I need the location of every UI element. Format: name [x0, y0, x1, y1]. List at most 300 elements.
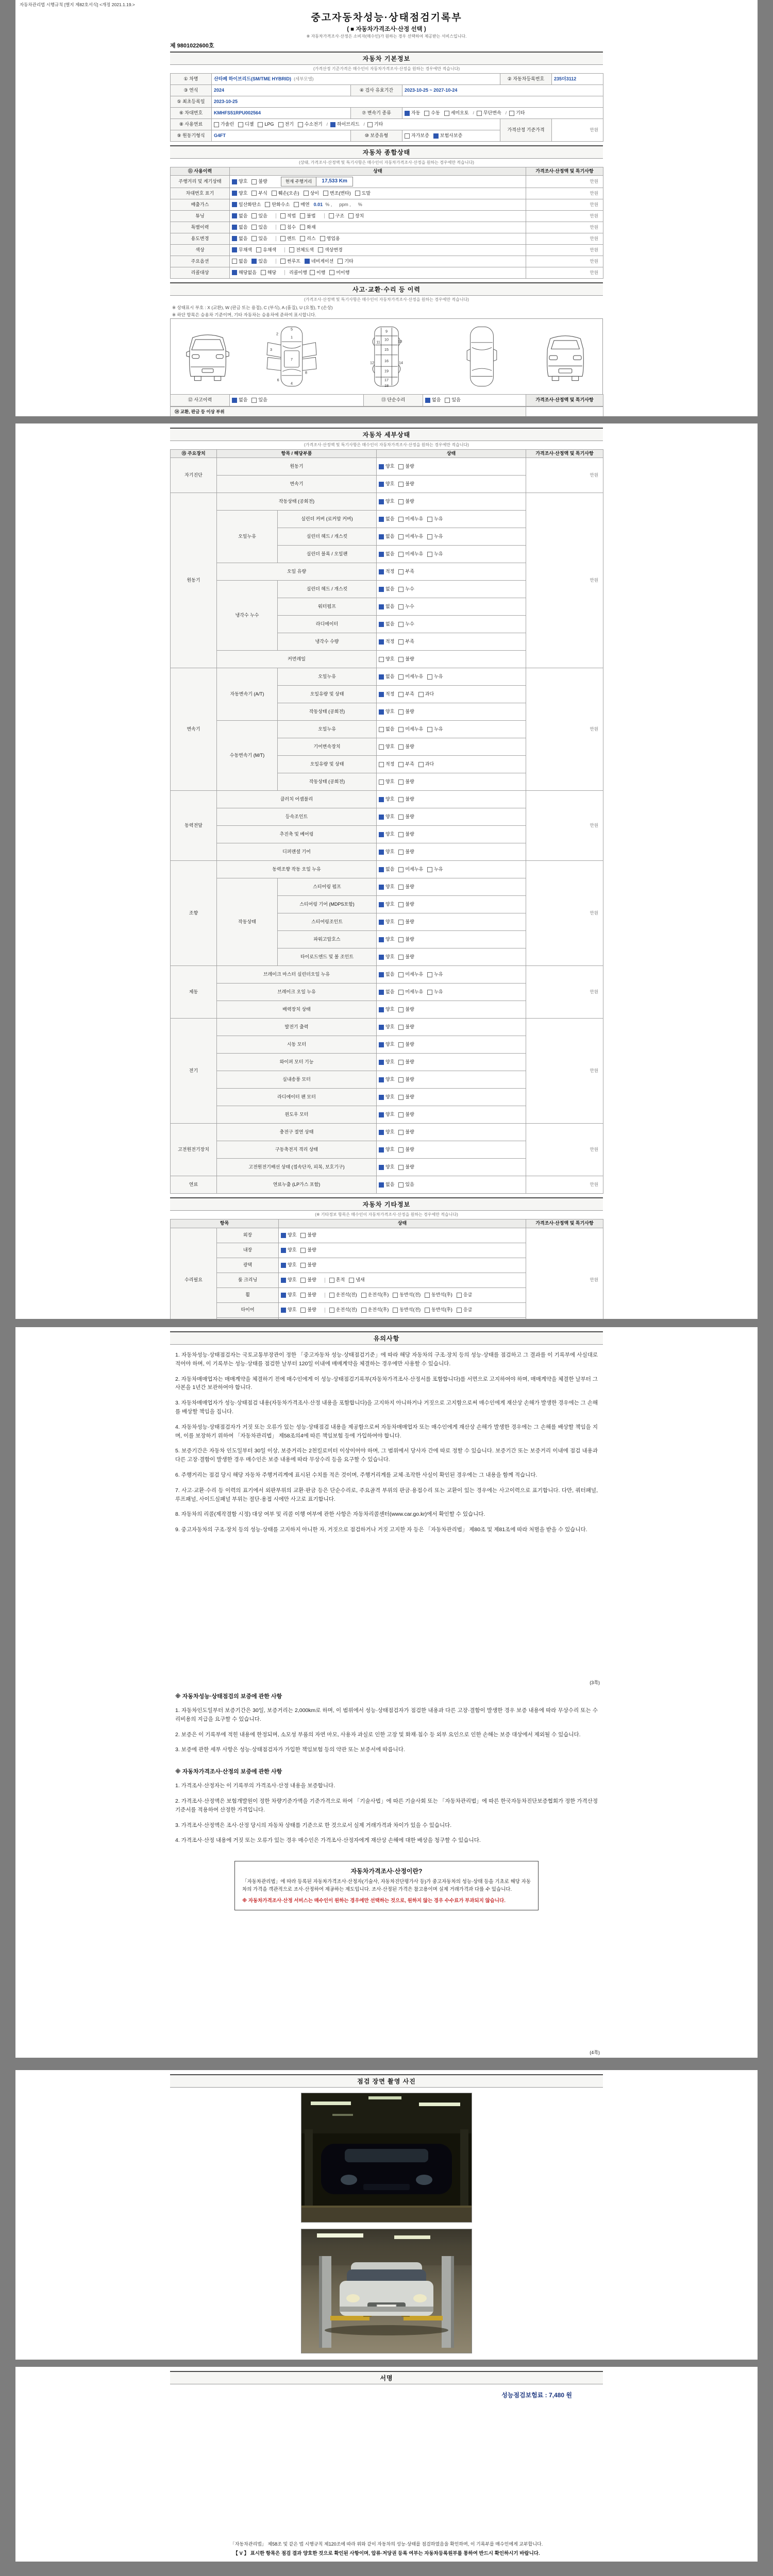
- checkbox-양호[interactable]: [232, 179, 247, 184]
- checkbox-불량[interactable]: [398, 937, 414, 942]
- checkbox-양호[interactable]: [379, 1094, 394, 1100]
- checkbox-양호[interactable]: [281, 1232, 296, 1238]
- checkbox-양호[interactable]: [379, 1042, 394, 1047]
- checkbox-누유[interactable]: [427, 551, 443, 557]
- checkbox-있음[interactable]: [398, 1182, 414, 1188]
- checkbox-box: [398, 622, 404, 627]
- checkbox-이행[interactable]: [310, 270, 325, 276]
- value-cell: [377, 703, 526, 721]
- checkbox-미세누유[interactable]: [398, 551, 423, 557]
- checkbox-양호[interactable]: [379, 1007, 394, 1012]
- notice-item: 6. 주행거리는 점검 당시 해당 자동차 주행거리계에 표시된 수치를 적은 것이며, 주행거리계를 교체·조작한 사실이 확인된 경우에는 그 내용을 함께 적습니다.: [175, 1471, 537, 1478]
- checkbox-양호[interactable]: [379, 796, 394, 802]
- checkbox-미세누유[interactable]: [398, 674, 423, 680]
- checkbox-없음[interactable]: [379, 867, 394, 872]
- checkbox-적정[interactable]: [379, 691, 394, 697]
- checkbox-box: [379, 1112, 384, 1117]
- checkbox-운전석(후)[interactable]: [361, 1292, 389, 1298]
- checkbox-label: 누유: [434, 534, 443, 539]
- text: 만원: [590, 472, 599, 478]
- label-cell: 연료: [171, 1176, 217, 1194]
- checkbox-리스[interactable]: [300, 236, 315, 242]
- checkbox-없음[interactable]: [232, 397, 247, 403]
- checkbox-label: 부족: [405, 691, 414, 697]
- label-cell: ⑤ 최초등록일: [171, 96, 212, 108]
- checkbox-운전석(후)[interactable]: [361, 1307, 389, 1313]
- checkbox-있음[interactable]: [251, 225, 267, 230]
- text: 2023-10-25: [214, 98, 238, 104]
- checkbox-양호[interactable]: [281, 1262, 296, 1268]
- section-photos-header: 점검 장면 촬영 사진: [170, 2074, 603, 2088]
- checkbox-불량[interactable]: [398, 1024, 414, 1030]
- checkbox-label: 해당: [267, 269, 277, 275]
- checkbox-box: [280, 259, 285, 264]
- checkbox-양호[interactable]: [379, 954, 394, 960]
- checkbox-box: [379, 692, 384, 697]
- checkbox-없음[interactable]: [379, 534, 394, 539]
- checkbox-box: [258, 122, 263, 127]
- checkbox-label: 운전석(전): [335, 1307, 357, 1312]
- label-cell: ④ 검사 유효기간: [351, 85, 402, 96]
- text: ppm ,: [334, 201, 351, 207]
- checkbox-없음[interactable]: [379, 674, 394, 680]
- checkbox-누유[interactable]: [427, 867, 443, 872]
- checkbox-과다[interactable]: [418, 761, 434, 767]
- checkbox-box: [398, 920, 404, 925]
- label-cell: 와이퍼 모터 기능: [217, 1054, 377, 1071]
- checkbox-양호[interactable]: [379, 1059, 394, 1065]
- checkbox-불량[interactable]: [398, 1129, 414, 1135]
- checkbox-해당없음[interactable]: [232, 270, 257, 276]
- label-cell: 냉각수 누수: [217, 581, 278, 651]
- checkbox-없음[interactable]: [379, 1182, 394, 1188]
- checkbox-양호[interactable]: [379, 481, 394, 487]
- checkbox-응급[interactable]: [457, 1292, 472, 1298]
- checkbox-label: 동반석(후): [431, 1292, 452, 1297]
- odometer-value: 17,533 Km: [322, 178, 347, 184]
- checkbox-불량[interactable]: [398, 832, 414, 837]
- value-cell: [377, 528, 526, 546]
- table-row: [171, 199, 603, 210]
- checkbox-부족[interactable]: [398, 691, 414, 697]
- checkbox-기타[interactable]: [367, 122, 383, 127]
- checkbox-동반석(전)[interactable]: [393, 1307, 421, 1313]
- checkbox-box: [398, 744, 404, 750]
- checkbox-렌트[interactable]: [280, 236, 296, 242]
- checkbox-있음[interactable]: [251, 213, 267, 219]
- checkbox-없음[interactable]: [379, 972, 394, 977]
- value-cell: [212, 85, 351, 96]
- checkbox-box: [349, 1278, 354, 1283]
- checkbox-썬루프[interactable]: [280, 259, 300, 264]
- label-cell: ⑨ 원동기형식: [171, 130, 212, 142]
- checkbox-불량[interactable]: [300, 1247, 316, 1253]
- checkbox-label: 누유: [434, 674, 443, 680]
- checkbox-색상변경[interactable]: [318, 247, 343, 253]
- checkbox-불법[interactable]: [300, 213, 315, 219]
- value-cell: [230, 267, 526, 278]
- checkbox-양호[interactable]: [379, 656, 394, 662]
- form-reference: 자동차관리법 시행규칙 [별지 제82호서식] <개정 2021.1.19.>: [20, 2, 135, 7]
- value-cell: [377, 791, 526, 808]
- checkbox-동반석(후)[interactable]: [425, 1307, 452, 1313]
- checkbox-일산화탄소[interactable]: [232, 202, 261, 208]
- label-cell: 내장: [217, 1243, 279, 1258]
- text: 2024: [214, 87, 225, 93]
- checkbox-구조[interactable]: [329, 213, 344, 219]
- checkbox-box: [398, 990, 404, 995]
- checkbox-장치[interactable]: [348, 213, 364, 219]
- checkbox-동반석(전)[interactable]: [393, 1292, 421, 1298]
- text: (세부모델): [294, 76, 314, 81]
- checkbox-불량[interactable]: [300, 1232, 316, 1238]
- checkbox-하이브리드[interactable]: [330, 122, 359, 127]
- checkbox-변조(변타)[interactable]: [323, 191, 351, 196]
- notice-item: 2. 가격조사·산정액은 보험개발원이 정한 차량기준가액을 기준가격으로 하여 「기술사법」에 따른 기술사회 또는 「자동차관리법」에 따른 한국자동차진단보증협회가 정한 가격산정 기준서를 적용하여 산정한 가격입니다.: [175, 1798, 598, 1813]
- checkbox-불량[interactable]: [398, 1007, 414, 1012]
- checkbox-box: [444, 111, 449, 116]
- value-cell: [377, 756, 526, 773]
- checkbox-box: [379, 1007, 384, 1012]
- checkbox-불량[interactable]: [398, 919, 414, 925]
- checkbox-label: 훼손(오손): [278, 190, 299, 196]
- checkbox-누유[interactable]: [427, 516, 443, 522]
- checkbox-미세누유[interactable]: [398, 867, 423, 872]
- checkbox-box: [398, 972, 404, 977]
- checkbox-label: 없음: [385, 551, 395, 557]
- checkbox-미이행[interactable]: [329, 270, 349, 276]
- table-row: [171, 176, 603, 188]
- checkbox-없음[interactable]: [232, 213, 247, 219]
- checkbox-양호[interactable]: [379, 1147, 394, 1153]
- header-cell: 항목 / 해당부품: [217, 450, 377, 458]
- checkbox-적법[interactable]: [280, 213, 296, 219]
- checkbox-양호[interactable]: [281, 1307, 296, 1313]
- value-cell: [212, 74, 500, 85]
- label-cell: 실내송풍 모터: [217, 1071, 377, 1089]
- checkbox-box: [398, 727, 404, 732]
- checkbox-label: 양호: [385, 656, 395, 662]
- checkbox-box: [379, 727, 384, 732]
- inspection-photo-1: [301, 2093, 472, 2223]
- checkbox-양호[interactable]: [379, 464, 394, 469]
- checkbox-label: 세미오토: [450, 110, 469, 115]
- checkbox-label: 양호: [288, 1247, 297, 1252]
- checkbox-미세누유[interactable]: [398, 726, 423, 732]
- checkbox-누유[interactable]: [427, 972, 443, 977]
- value-cell: [377, 1106, 526, 1124]
- checkbox-label: 흔적: [335, 1277, 345, 1282]
- checkbox-양호[interactable]: [281, 1277, 296, 1283]
- checkbox-box: [361, 1308, 366, 1313]
- checkbox-box: [281, 1233, 286, 1238]
- checkbox-부족[interactable]: [398, 761, 414, 767]
- checkbox-불량[interactable]: [398, 1164, 414, 1170]
- checkbox-해당[interactable]: [261, 270, 276, 276]
- checkbox-label: 없음: [385, 989, 395, 995]
- checkbox-전기[interactable]: [278, 122, 294, 127]
- checkbox-불량[interactable]: [398, 464, 414, 469]
- label-cell: 파워고압호스: [278, 931, 377, 948]
- checkbox-수동[interactable]: [424, 110, 440, 116]
- checkbox-불량[interactable]: [300, 1292, 316, 1298]
- checkbox-있음[interactable]: [251, 236, 267, 242]
- text: 만원: [590, 190, 598, 196]
- label-cell: 클러치 어셈블리: [217, 791, 377, 808]
- checkbox-화재[interactable]: [300, 225, 315, 230]
- checkbox-양호[interactable]: [379, 884, 394, 890]
- checkbox-양호[interactable]: [379, 1164, 394, 1170]
- checkbox-불량[interactable]: [398, 744, 414, 750]
- checkbox-부식[interactable]: [251, 191, 267, 196]
- checkbox-label: 없음: [385, 604, 395, 609]
- checkbox-미세누유[interactable]: [398, 516, 423, 522]
- info-box-warning: ※ 자동차가격조사·산정 서비스는 매수인이 원하는 경우에만 선택하는 것으로, 원하지 않는 경우 수수료가 부과되지 않습니다.: [242, 1897, 506, 1904]
- checkbox-불량[interactable]: [398, 499, 414, 504]
- text: /: [473, 110, 474, 115]
- checkbox-label: 미세누유: [405, 867, 424, 872]
- checkbox-양호[interactable]: [281, 1292, 296, 1298]
- checkbox-과다[interactable]: [418, 691, 434, 697]
- checkbox-수소전기[interactable]: [298, 122, 323, 127]
- checkbox-box: [425, 1308, 430, 1313]
- checkbox-기타[interactable]: [509, 110, 525, 116]
- checkbox-세미오토[interactable]: [444, 110, 469, 116]
- checkbox-적정[interactable]: [379, 761, 394, 767]
- checkbox-box: [379, 517, 384, 522]
- checkbox-없음[interactable]: [379, 586, 394, 592]
- checkbox-label: 도말: [361, 190, 371, 196]
- checkbox-box: [433, 133, 439, 139]
- checkbox-침수[interactable]: [280, 225, 296, 230]
- checkbox-양호[interactable]: [232, 191, 247, 196]
- checkbox-box: [232, 179, 237, 184]
- label-cell: 룸 크리닝: [217, 1273, 279, 1287]
- checkbox-불량[interactable]: [398, 481, 414, 487]
- perf-warranty-list: [170, 1704, 603, 1763]
- checkbox-양호[interactable]: [379, 937, 394, 942]
- value-cell: [377, 1159, 526, 1176]
- checkbox-label: 미세누유: [405, 972, 424, 977]
- checkbox-없음[interactable]: [232, 236, 247, 242]
- table-row: [171, 1019, 603, 1036]
- label-cell: 동력조향 작동 오일 누유: [217, 861, 377, 878]
- checkbox-도말[interactable]: [355, 191, 371, 196]
- checkbox-label: 불량: [405, 884, 414, 890]
- checkbox-운전석(전)[interactable]: [329, 1292, 357, 1298]
- checkbox-적정[interactable]: [379, 639, 394, 645]
- checkbox-양호[interactable]: [379, 919, 394, 925]
- checkbox-없음[interactable]: [379, 551, 394, 557]
- checkbox-양호[interactable]: [379, 1024, 394, 1030]
- checkbox-누유[interactable]: [427, 989, 443, 995]
- checkbox-불량[interactable]: [300, 1277, 316, 1283]
- checkbox-label: 수소전기: [304, 121, 323, 127]
- checkbox-누유[interactable]: [427, 674, 443, 680]
- checkbox-label: 렌트: [287, 235, 296, 241]
- checkbox-양호[interactable]: [379, 814, 394, 820]
- value-cell: [377, 458, 526, 476]
- checkbox-불량[interactable]: [398, 1042, 414, 1047]
- label-cell: 자기진단: [171, 458, 217, 493]
- checkbox-응급[interactable]: [457, 1307, 472, 1313]
- checkbox-영업용[interactable]: [320, 236, 340, 242]
- label-cell: ③ 연식: [171, 85, 212, 96]
- checkbox-양호[interactable]: [379, 1112, 394, 1117]
- checkbox-box: [445, 398, 450, 403]
- text: 만원: [590, 258, 598, 264]
- checkbox-없음[interactable]: [379, 516, 394, 522]
- checkbox-매연[interactable]: [294, 202, 309, 208]
- svg-text:9: 9: [385, 329, 388, 334]
- checkbox-무단변속[interactable]: [477, 110, 501, 116]
- checkbox-불량[interactable]: [398, 849, 414, 855]
- checkbox-불량[interactable]: [398, 1094, 414, 1100]
- checkbox-box: [320, 236, 325, 241]
- svg-text:11: 11: [376, 340, 380, 345]
- checkbox-기타[interactable]: [338, 259, 353, 264]
- checkbox-box: [398, 885, 404, 890]
- checkbox-box: [379, 972, 384, 977]
- checkbox-label: 양호: [385, 709, 395, 715]
- panel-page3: [15, 1327, 758, 2058]
- checkbox-box: [398, 797, 404, 802]
- checkbox-box: [232, 225, 237, 230]
- checkbox-양호[interactable]: [379, 709, 394, 715]
- checkbox-불량[interactable]: [398, 1059, 414, 1065]
- checkbox-없음[interactable]: [379, 621, 394, 627]
- checkbox-불량[interactable]: [398, 884, 414, 890]
- checkbox-누유[interactable]: [427, 534, 443, 539]
- checkbox-흔적[interactable]: [329, 1277, 345, 1283]
- checkbox-양호[interactable]: [379, 1077, 394, 1082]
- checkbox-불량[interactable]: [398, 954, 414, 960]
- svg-text:1: 1: [290, 334, 293, 340]
- checkbox-미세누유[interactable]: [398, 534, 423, 539]
- label-cell: ⑩ 보증유형: [351, 130, 402, 142]
- checkbox-보험사보증[interactable]: [433, 133, 462, 139]
- checkbox-훼손(오손)[interactable]: [272, 191, 299, 196]
- checkbox-불량[interactable]: [300, 1262, 316, 1268]
- checkbox-있음[interactable]: [251, 397, 267, 403]
- checkbox-미세누유[interactable]: [398, 989, 423, 995]
- checkbox-label: 부족: [405, 569, 414, 574]
- checkbox-불량[interactable]: [398, 709, 414, 715]
- checkbox-불량[interactable]: [300, 1307, 316, 1313]
- checkbox-자동[interactable]: [405, 110, 420, 116]
- checkbox-부족[interactable]: [398, 639, 414, 645]
- checkbox-box: [379, 674, 384, 680]
- checkbox-유채색[interactable]: [256, 247, 276, 253]
- checkbox-불량[interactable]: [398, 1112, 414, 1117]
- checkbox-무채색[interactable]: [232, 247, 252, 253]
- checkbox-불량[interactable]: [398, 814, 414, 820]
- checkbox-없음[interactable]: [425, 397, 441, 403]
- checkbox-누수[interactable]: [398, 586, 414, 592]
- checkbox-누수[interactable]: [398, 621, 414, 627]
- checkbox-불량[interactable]: [398, 656, 414, 662]
- checkbox-불량[interactable]: [398, 902, 414, 907]
- checkbox-있음[interactable]: [251, 259, 267, 264]
- checkbox-자가보증[interactable]: [405, 133, 429, 139]
- table-row: [171, 85, 603, 96]
- value-cell: [377, 861, 526, 878]
- checkbox-label: 불량: [307, 1247, 316, 1252]
- checkbox-부족[interactable]: [398, 569, 414, 574]
- checkbox-box: [256, 247, 261, 252]
- label-cell: 자동변속기 (A/T): [217, 668, 278, 721]
- checkbox-양호[interactable]: [379, 902, 394, 907]
- checkbox-냄새[interactable]: [349, 1277, 364, 1283]
- checkbox-없음[interactable]: [379, 989, 394, 995]
- inspection-photos: [170, 2088, 603, 2359]
- checkbox-누수[interactable]: [398, 604, 414, 609]
- checkbox-있음[interactable]: [445, 397, 460, 403]
- checkbox-전체도색[interactable]: [289, 247, 314, 253]
- value-cell: [377, 913, 526, 931]
- checkbox-box: [300, 1263, 306, 1268]
- checkbox-LPG[interactable]: [258, 122, 274, 127]
- checkbox-가솔린[interactable]: [214, 122, 234, 127]
- checkbox-box: [232, 236, 237, 241]
- checkbox-label: 기타: [516, 110, 525, 115]
- checkbox-label: 불량: [307, 1307, 316, 1312]
- checkbox-없음[interactable]: [379, 604, 394, 609]
- checkbox-누유[interactable]: [427, 726, 443, 732]
- checkbox-없음[interactable]: [232, 259, 247, 264]
- label-cell: 실린더 헤드 / 개스킷: [278, 581, 377, 598]
- text: 만원: [590, 1147, 599, 1153]
- checkbox-label: 양호: [385, 937, 395, 942]
- value-cell: [279, 1258, 526, 1273]
- checkbox-양호[interactable]: [379, 849, 394, 855]
- checkbox-불량[interactable]: [398, 1077, 414, 1082]
- checkbox-동반석(후)[interactable]: [425, 1292, 452, 1298]
- checkbox-label: 있음: [258, 235, 267, 241]
- checkbox-label: 자동: [411, 110, 421, 115]
- checkbox-적정[interactable]: [379, 569, 394, 574]
- checkbox-box: [379, 639, 384, 645]
- value-cell: [279, 1228, 526, 1243]
- insurance-fee-value: 7,480: [549, 2392, 565, 2399]
- checkbox-불량[interactable]: [398, 779, 414, 785]
- notice-item: 3. 자동차매매업자가 성능·상태점검 내용(자동차가격조사·산정 내용을 포함합니다)을 고지하지 아니하거나 거짓으로 고지함으로써 매수인에게 재산상 손해가 발생한 경우에는 그 손해를 배상할 책임을 집니다.: [175, 1400, 598, 1415]
- checkbox-탄화수소[interactable]: [265, 202, 290, 208]
- checkbox-없음[interactable]: [379, 726, 394, 732]
- checkbox-네비게이션[interactable]: [305, 259, 333, 264]
- checkbox-불량[interactable]: [398, 1147, 414, 1153]
- checkbox-없음[interactable]: [232, 225, 247, 230]
- checkbox-양호[interactable]: [379, 832, 394, 837]
- checkbox-미세누유[interactable]: [398, 972, 423, 977]
- checkbox-양호[interactable]: [379, 779, 394, 785]
- checkbox-양호[interactable]: [281, 1247, 296, 1253]
- checkbox-디젤[interactable]: [238, 122, 254, 127]
- text: % ,: [325, 201, 332, 207]
- checkbox-양호[interactable]: [379, 744, 394, 750]
- checkbox-box: [398, 937, 404, 942]
- checkbox-label: 침수: [287, 224, 296, 230]
- value-cell: [526, 1124, 603, 1176]
- label-cell: 특별이력: [171, 222, 230, 233]
- checkbox-양호[interactable]: [379, 1129, 394, 1135]
- value-cell: [279, 1302, 526, 1317]
- checkbox-상이[interactable]: [304, 191, 319, 196]
- checkbox-운전석(전)[interactable]: [329, 1307, 357, 1313]
- checkbox-불량[interactable]: [251, 179, 267, 184]
- checkbox-양호[interactable]: [379, 499, 394, 504]
- checkbox-불량[interactable]: [398, 796, 414, 802]
